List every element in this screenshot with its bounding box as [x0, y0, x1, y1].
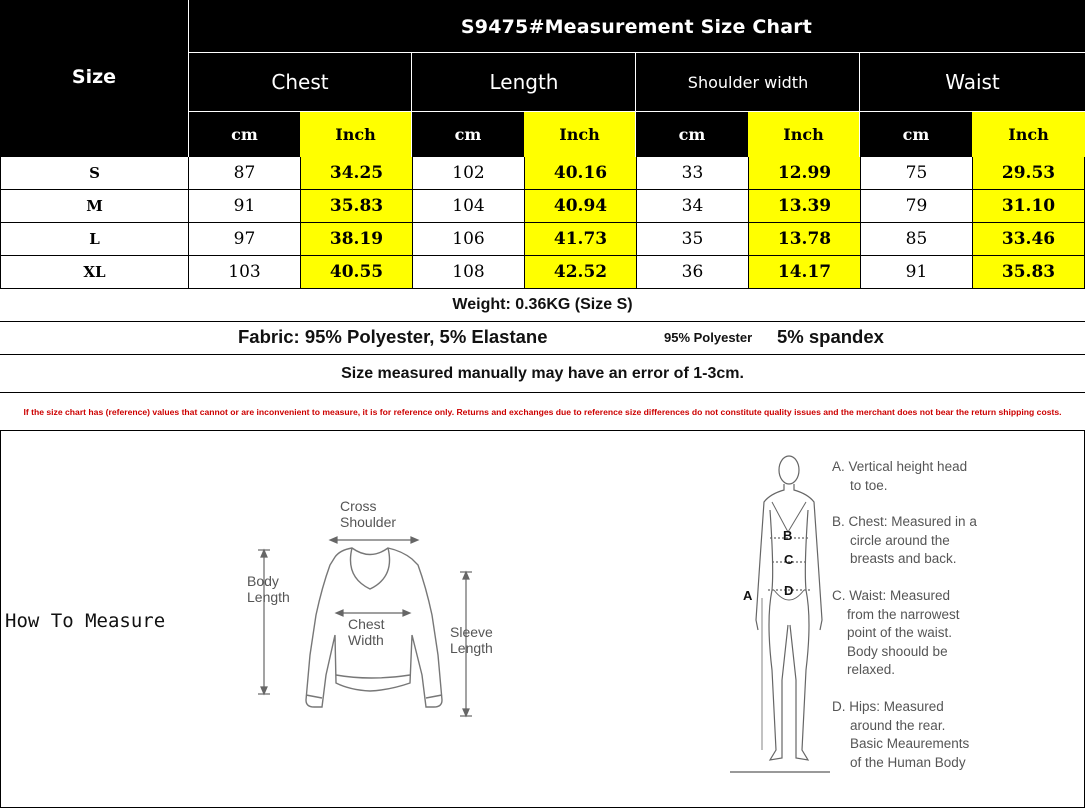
value-cell: 103: [189, 256, 301, 289]
marker-a: A: [743, 588, 753, 603]
body-length-label: Body Length: [247, 573, 290, 605]
note-a: A. Vertical height head to toe.: [832, 459, 968, 493]
value-cell: 40.55: [301, 256, 413, 289]
chest-width-label: Chest Width: [348, 616, 385, 648]
body-figure-diagram: [730, 450, 830, 775]
size-cell: M: [1, 190, 189, 223]
value-cell: 34.25: [301, 157, 413, 190]
unit-header-cm: cm: [189, 112, 300, 157]
unit-header-inch: Inch: [300, 112, 411, 157]
value-cell: 38.19: [301, 223, 413, 256]
unit-header-inch: Inch: [748, 112, 859, 157]
value-cell: 104: [413, 190, 525, 223]
size-cell: XL: [1, 256, 189, 289]
unit-header-cm: cm: [860, 112, 972, 157]
value-cell: 91: [189, 190, 301, 223]
value-cell: 97: [189, 223, 301, 256]
value-cell: 41.73: [525, 223, 637, 256]
disclaimer-text: If the size chart has (reference) values that cannot or are inconvenient to measure, it is for reference only. Returns and exchanges due to reference size differences do not constitute quality issues and the merchant does not bear the return shipping costs.: [23, 406, 1062, 417]
value-cell: 106: [413, 223, 525, 256]
size-column-header: [0, 0, 188, 157]
size-cell: S: [1, 157, 189, 190]
value-cell: 35.83: [973, 256, 1085, 289]
error-note-text: Size measured manually may have an error of 1-3cm.: [341, 364, 744, 382]
value-cell: 91: [861, 256, 973, 289]
note-d: D. Hips: Measured around the rear. Basic Meaurements of the Human Body: [832, 699, 970, 770]
chart-title: S9475#Measurement Size Chart: [188, 0, 1085, 53]
weight-row: [0, 289, 1085, 322]
value-cell: 31.10: [973, 190, 1085, 223]
value-cell: 35.83: [301, 190, 413, 223]
value-cell: 40.16: [525, 157, 637, 190]
value-cell: 13.78: [749, 223, 861, 256]
size-header-label: Size: [71, 65, 117, 88]
value-cell: 35: [637, 223, 749, 256]
group-header-shoulder-width: Shoulder width: [636, 53, 860, 111]
fabric-row: [0, 322, 1085, 355]
group-header-waist: Waist: [860, 53, 1085, 111]
note-c: C. Waist: Measured from the narrowest point of the waist. Body shoould be relaxed.: [832, 588, 960, 677]
value-cell: 79: [861, 190, 973, 223]
value-cell: 75: [861, 157, 973, 190]
value-cell: 33: [637, 157, 749, 190]
fabric-alt-polyester: 95% Polyester: [664, 330, 753, 345]
value-cell: 102: [413, 157, 525, 190]
value-cell: 40.94: [525, 190, 637, 223]
sleeve-length-label: Sleeve Length: [450, 624, 493, 656]
note-b: B. Chest: Measured in a circle around the breasts and back.: [832, 514, 977, 566]
group-header-chest: Chest: [188, 53, 412, 111]
value-cell: 87: [189, 157, 301, 190]
value-cell: 36: [637, 256, 749, 289]
body-figure-illustration: [730, 450, 830, 775]
disclaimer-row: [0, 393, 1085, 431]
header-divider: [188, 52, 1085, 53]
value-cell: 85: [861, 223, 973, 256]
value-cell: 108: [413, 256, 525, 289]
unit-header-inch: Inch: [972, 112, 1085, 157]
weight-text: Weight: 0.36KG (Size S): [452, 296, 633, 313]
value-cell: 34: [637, 190, 749, 223]
value-cell: 29.53: [973, 157, 1085, 190]
unit-header-cm: cm: [412, 112, 524, 157]
size-table-body: [0, 157, 1085, 289]
marker-b: B: [783, 528, 793, 543]
unit-header-cm: cm: [636, 112, 748, 157]
sweater-diagram: [240, 495, 510, 725]
size-cell: L: [1, 223, 189, 256]
value-cell: 13.39: [749, 190, 861, 223]
value-cell: 14.17: [749, 256, 861, 289]
marker-c: C: [784, 552, 794, 567]
group-header-length: Length: [412, 53, 636, 111]
fabric-alt-spandex: 5% spandex: [777, 326, 884, 347]
fabric-text: Fabric: 95% Polyester, 5% Elastane: [238, 326, 548, 347]
marker-d: D: [784, 583, 794, 598]
cross-shoulder-label: Cross Shoulder: [340, 498, 397, 530]
value-cell: 42.52: [525, 256, 637, 289]
how-to-measure-label: How To Measure: [5, 610, 166, 632]
error-note-row: [0, 355, 1085, 393]
unit-header-inch: Inch: [524, 112, 635, 157]
value-cell: 33.46: [973, 223, 1085, 256]
value-cell: 12.99: [749, 157, 861, 190]
